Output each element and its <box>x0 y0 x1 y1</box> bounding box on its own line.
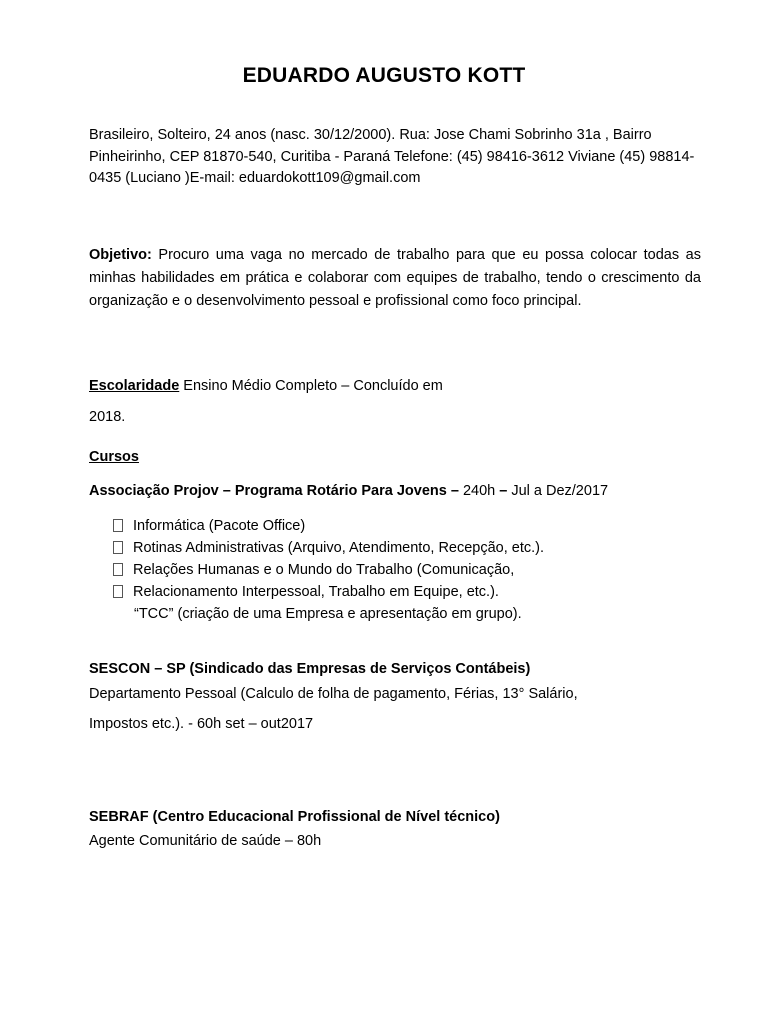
projov-hours: 240h <box>462 483 500 499</box>
list-item-text: Relações Humanas e o Mundo do Trabalho (Comunicação, <box>133 562 515 578</box>
bullet-icon <box>113 519 123 532</box>
bullet-icon <box>113 585 123 598</box>
list-item <box>113 518 305 534</box>
list-item <box>113 584 499 600</box>
education-label: Escolaridade <box>89 378 180 394</box>
sescon-title: SESCON – SP (Sindicado das Empresas de Serviços Contábeis) <box>89 661 531 677</box>
projov-dash: – <box>499 483 508 499</box>
projov-course <box>89 483 608 499</box>
objective-section <box>89 244 701 313</box>
education-year: 2018. <box>89 409 126 425</box>
sescon-line1: Departamento Pessoal (Calculo de folha de pagamento, Férias, 13° Salário, <box>89 686 578 702</box>
education-section <box>89 378 443 394</box>
sebraf-line1: Agente Comunitário de saúde – 80h <box>89 833 322 849</box>
projov-title: Associação Projov – Programa Rotário Para Jovens – <box>89 483 463 499</box>
bullet-icon <box>113 541 123 554</box>
list-item-text: Informática (Pacote Office) <box>133 518 306 534</box>
education-text: Ensino Médio Completo – Concluído em <box>179 378 443 394</box>
tcc-line: “TCC” (criação de uma Empresa e apresentação em grupo). <box>134 606 522 622</box>
bullet-icon <box>113 563 123 576</box>
list-item-text: Rotinas Administrativas (Arquivo, Atendimento, Recepção, etc.). <box>133 540 545 556</box>
personal-info: Brasileiro, Solteiro, 24 anos (nasc. 30/12/2000). Rua: Jose Chami Sobrinho 31a , Bairro Pinheirinho, CEP 81870-540, Curitiba - Paraná Telefone: (45) 98416-3612 Viviane (45) 98814-0435 (Luciano )E-mail: eduardokott109@gmail.com <box>89 127 695 186</box>
projov-period: Jul a Dez/2017 <box>507 483 609 499</box>
objective-text: Procuro uma vaga no mercado de trabalho para que eu possa colocar todas as minhas habilidades em prática e colaborar com equipes de trabalho, tendo o crescimento da organização e o desenvolvimento pessoal e profissional como foco principal. <box>89 247 701 309</box>
courses-heading: Cursos <box>89 449 139 465</box>
list-item <box>113 562 514 578</box>
sebraf-title: SEBRAF (Centro Educacional Profissional de Nível técnico) <box>89 809 500 825</box>
sescon-line2: Impostos etc.). - 60h set – out2017 <box>89 716 314 732</box>
objective-label: Objetivo: <box>89 247 152 263</box>
candidate-name: EDUARDO AUGUSTO KOTT <box>242 64 526 87</box>
list-item-text: Relacionamento Interpessoal, Trabalho em Equipe, etc.). <box>133 584 499 600</box>
list-item <box>113 540 544 556</box>
